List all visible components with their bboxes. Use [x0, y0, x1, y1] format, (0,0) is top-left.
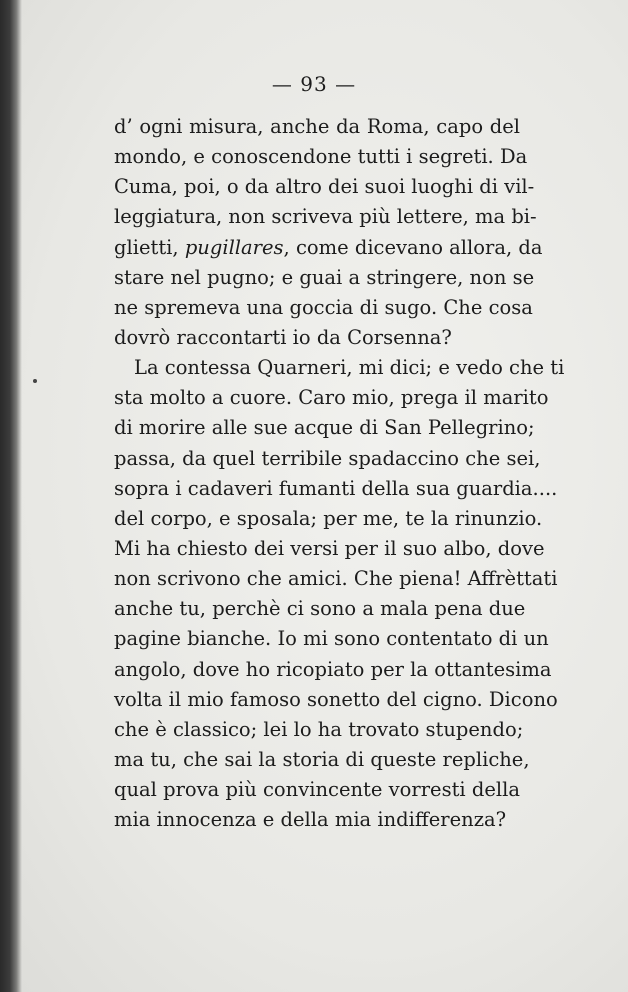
text-line: qual prova più convincente vorresti della — [114, 778, 520, 802]
text-line: passa, da quel terribile spadaccino che sei, — [114, 446, 541, 470]
text-line: sopra i cadaveri fumanti della sua guardia.... — [114, 476, 558, 500]
text-line: Mi ha chiesto dei versi per il suo albo, dove — [114, 536, 545, 560]
text-line: mondo, e conoscendone tutti i segreti. Da — [114, 145, 528, 169]
text-segment: glietti, — [114, 235, 185, 259]
italic-word: pugillares — [184, 235, 284, 259]
text-line: stare nel pugno; e guai a stringere, non se — [114, 265, 535, 289]
body-text — [114, 112, 565, 835]
page-binding-edge — [0, 0, 22, 992]
text-line: non scrivono che amici. Che piena! Affrèttati — [114, 567, 558, 591]
text-line: leggiatura, non scriveva più lettere, ma bi- — [114, 205, 537, 229]
text-line: volta il mio famoso sonetto del cigno. Dicono — [114, 687, 558, 711]
text-line: sta molto a cuore. Caro mio, prega il marito — [114, 386, 549, 410]
page-number: — 93 — — [271, 72, 357, 96]
ink-speck — [33, 379, 37, 383]
text-line: d’ ogni misura, anche da Roma, capo del — [114, 115, 520, 138]
text-line: mia innocenza e della mia indifferenza? — [114, 808, 507, 832]
text-line: ne spremeva una goccia di sugo. Che cosa — [114, 295, 533, 319]
text-line: pagine bianche. Io mi sono contentato di un — [114, 627, 549, 651]
text-line: Cuma, poi, o da altro dei suoi luoghi di vil- — [114, 175, 535, 199]
text-line: di morire alle sue acque di San Pellegrino; — [114, 416, 535, 440]
text-line: del corpo, e sposala; per me, te la rinunzio. — [114, 506, 543, 530]
text-line: anche tu, perchè ci sono a mala pena due — [114, 597, 526, 621]
text-line: dovrò raccontarti io da Corsenna? — [114, 325, 452, 349]
text-line: ma tu, che sai la storia di queste repliche, — [114, 747, 530, 771]
text-line: che è classico; lei lo ha trovato stupendo; — [114, 717, 524, 741]
text-line: La contessa Quarneri, mi dici; e vedo che ti — [134, 356, 565, 380]
text-line — [114, 233, 543, 263]
text-segment: , come dicevano allora, da — [283, 235, 543, 259]
text-line: angolo, dove ho ricopiato per la ottantesima — [114, 657, 552, 681]
